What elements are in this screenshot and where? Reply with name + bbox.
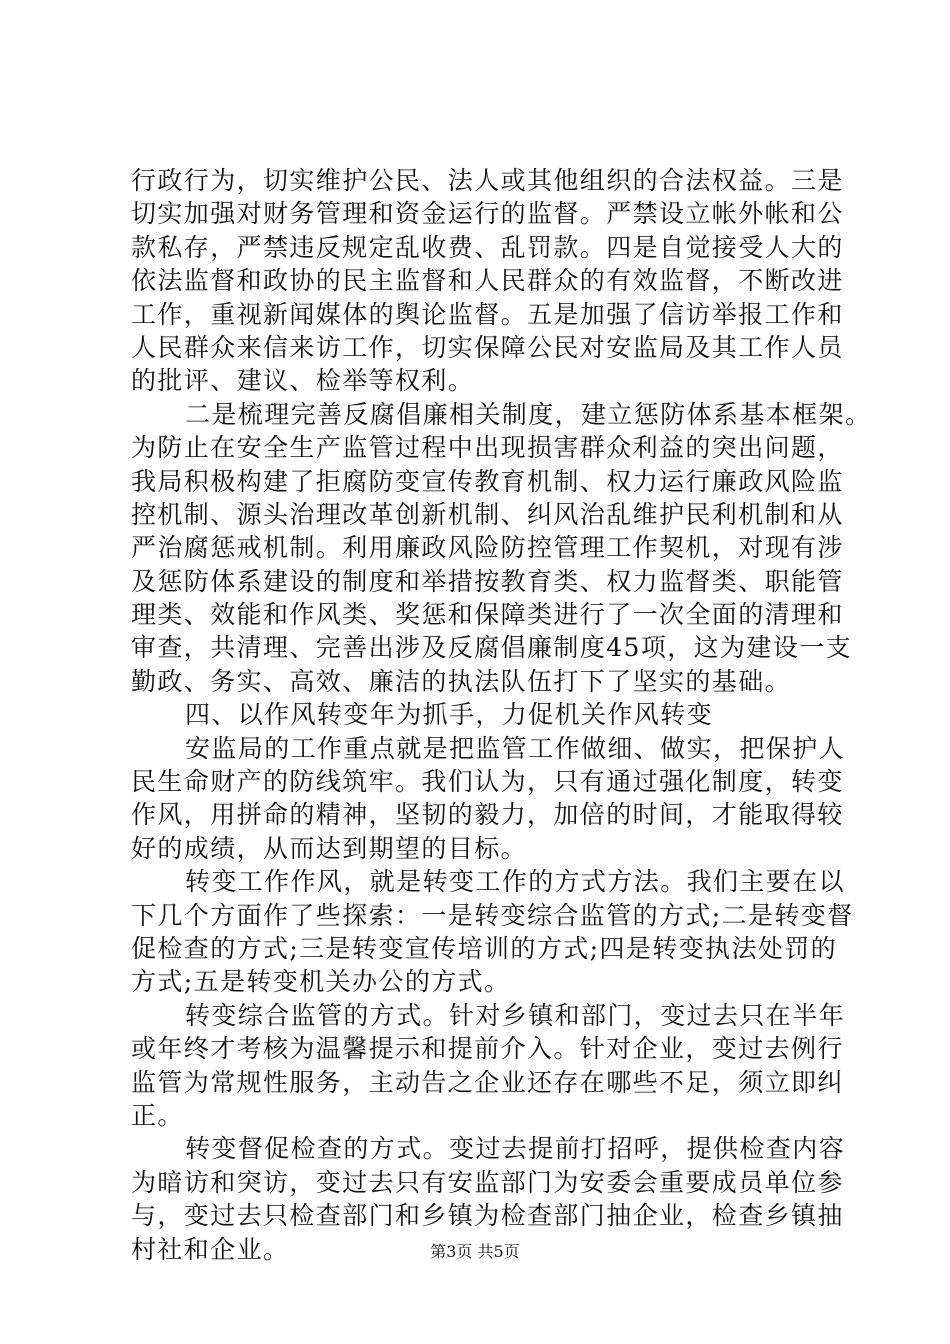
text-line: 村社和企业。 [131, 1234, 290, 1264]
text-line: 工作，重视新闻媒体的舆论监督。五是加强了信访举报工作和 [131, 299, 844, 329]
paragraph-start-line: 安监局的工作重点就是把监管工作做细、做实，把保护人 [185, 733, 846, 763]
text-line: 款私存，严禁违反规定乱收费、乱罚款。四是自觉接受人大的 [131, 232, 844, 262]
text-line: 勤政、务实、高效、廉洁的执法队伍打下了坚实的基础。 [131, 666, 792, 696]
text-line: 作风，用拼命的精神，坚韧的毅力，加倍的时间，才能取得较 [131, 800, 844, 830]
text-line: 下几个方面作了些探索：一是转变综合监管的方式;二是转变督 [131, 900, 854, 930]
text-line: 为防止在安全生产监管过程中出现损害群众利益的突出问题， [131, 433, 844, 463]
page-number-footer: 第3页 共5页 [430, 1242, 520, 1261]
paragraph-start-line: 转变督促检查的方式。变过去提前打招呼，提供检查内容 [185, 1134, 846, 1164]
paragraph-start-line: 转变工作作风，就是转变工作的方式方法。我们主要在以 [185, 867, 846, 897]
text-line: 民生命财产的防线筑牢。我们认为，只有通过强化制度，转变 [131, 767, 844, 797]
text-line: 理类、效能和作风类、奖惩和保障类进行了一次全面的清理和 [131, 600, 844, 630]
paragraph-start-line: 转变综合监管的方式。针对乡镇和部门，变过去只在半年 [185, 1000, 846, 1030]
text-line: 方式;五是转变机关办公的方式。 [131, 967, 511, 997]
text-line: 我局积极构建了拒腐防变宣传教育机制、权力运行廉政风险监 [131, 466, 844, 496]
text-line: 好的成绩，从而达到期望的目标。 [131, 833, 528, 863]
text-line: 控机制、源头治理改革创新机制、纠风治乱维护民利机制和从 [131, 499, 844, 529]
text-line: 与，变过去只检查部门和乡镇为检查部门抽企业，检查乡镇抽 [131, 1201, 844, 1231]
text-line: 依法监督和政协的民主监督和人民群众的有效监督，不断改进 [131, 266, 844, 296]
text-line: 的批评、建议、检举等权利。 [131, 366, 475, 396]
text-line: 监管为常规性服务，主动告之企业还存在哪些不足，须立即纠 [131, 1067, 844, 1097]
text-line: 切实加强对财务管理和资金运行的监督。严禁设立帐外帐和公 [131, 199, 844, 229]
text-line: 严治腐惩戒机制。利用廉政风险防控管理工作契机，对现有涉 [131, 533, 844, 563]
document-body [131, 164, 872, 1266]
text-line: 为暗访和突访，变过去只有安监部门为安委会重要成员单位参 [131, 1167, 844, 1197]
text-line: 行政行为，切实维护公民、法人或其他组织的合法权益。三是 [131, 166, 844, 195]
text-line: 或年终才考核为温馨提示和提前介入。针对企业，变过去例行 [131, 1034, 844, 1064]
text-line: 正。 [131, 1100, 184, 1130]
text-line: 促检查的方式;三是转变宣传培训的方式;四是转变执法处罚的 [131, 933, 838, 963]
text-line: 人民群众来信来访工作，切实保障公民对安监局及其工作人员 [131, 332, 844, 362]
text-line: 及惩防体系建设的制度和举措按教育类、权力监督类、职能管 [131, 566, 844, 596]
paragraph-start-line: 二是梳理完善反腐倡廉相关制度，建立惩防体系基本框架。 [185, 399, 872, 429]
section-heading: 四、以作风转变年为抓手，力促机关作风转变 [185, 700, 714, 730]
text-line: 审查，共清理、完善出涉及反腐倡廉制度45项，这为建设一支 [131, 633, 853, 663]
